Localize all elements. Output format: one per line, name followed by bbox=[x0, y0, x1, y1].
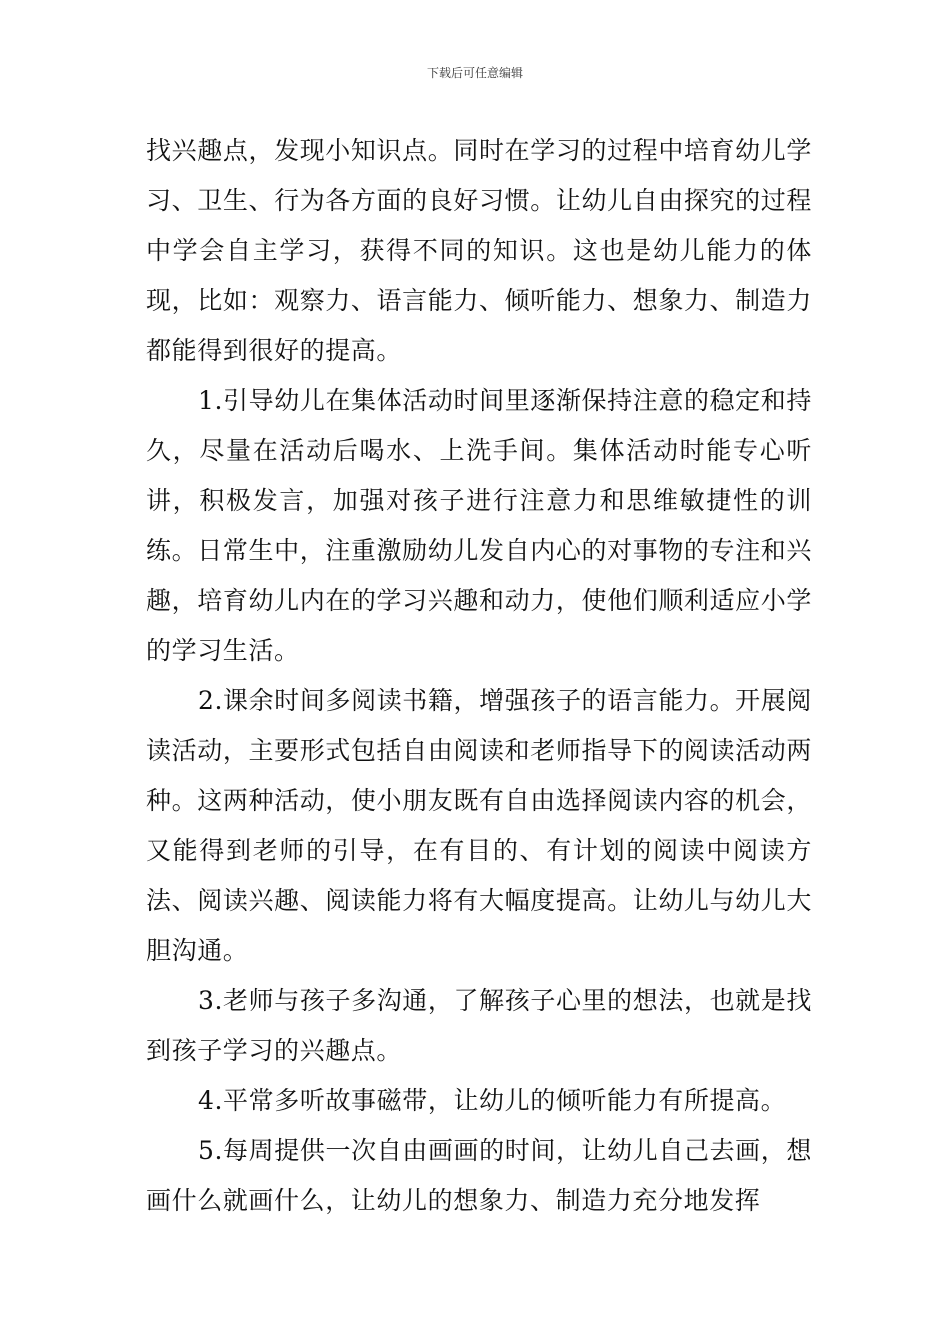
paragraph-item-3: 3.老师与孩子多沟通，了解孩子心里的想法，也就是找到孩子学习的兴趣点。 bbox=[146, 986, 812, 1065]
paragraph-item-5: 5.每周提供一次自由画画的时间，让幼儿自己去画，想画什么就画什么，让幼儿的想象力、制造力充分地发挥 bbox=[146, 1136, 812, 1215]
document-body bbox=[146, 126, 812, 1226]
page-header: 下载后可任意编辑 bbox=[426, 66, 523, 80]
paragraph-item-1: 1.引导幼儿在集体活动时间里逐渐保持注意的稳定和持久，尽量在活动后喝水、上洗手间。集体活动时能专心听讲，积极发言，加强对孩子进行注意力和思维敏捷性的训练。日常生中，注重激励幼儿发自内心的对事物的专注和兴趣，培育幼儿内在的学习兴趣和动力，使他们顺利适应小学的学习生活。 bbox=[146, 386, 812, 665]
paragraph-item-2: 2.课余时间多阅读书籍，增强孩子的语言能力。开展阅读活动，主要形式包括自由阅读和老师指导下的阅读活动两种。这两种活动，使小朋友既有自由选择阅读内容的机会，又能得到老师的引导，在有目的、有计划的阅读中阅读方法、阅读兴趣、阅读能力将有大幅度提高。让幼儿与幼儿大胆沟通。 bbox=[146, 686, 812, 965]
paragraph-item-4: 4.平常多听故事磁带，让幼儿的倾听能力有所提高。 bbox=[198, 1086, 787, 1115]
paragraph-continuation: 找兴趣点，发现小知识点。同时在学习的过程中培育幼儿学习、卫生、行为各方面的良好习惯。让幼儿自由探究的过程中学会自主学习，获得不同的知识。这也是幼儿能力的体现，比如：观察力、语言能力、倾听能力、想象力、制造力都能得到很好的提高。 bbox=[146, 136, 812, 365]
